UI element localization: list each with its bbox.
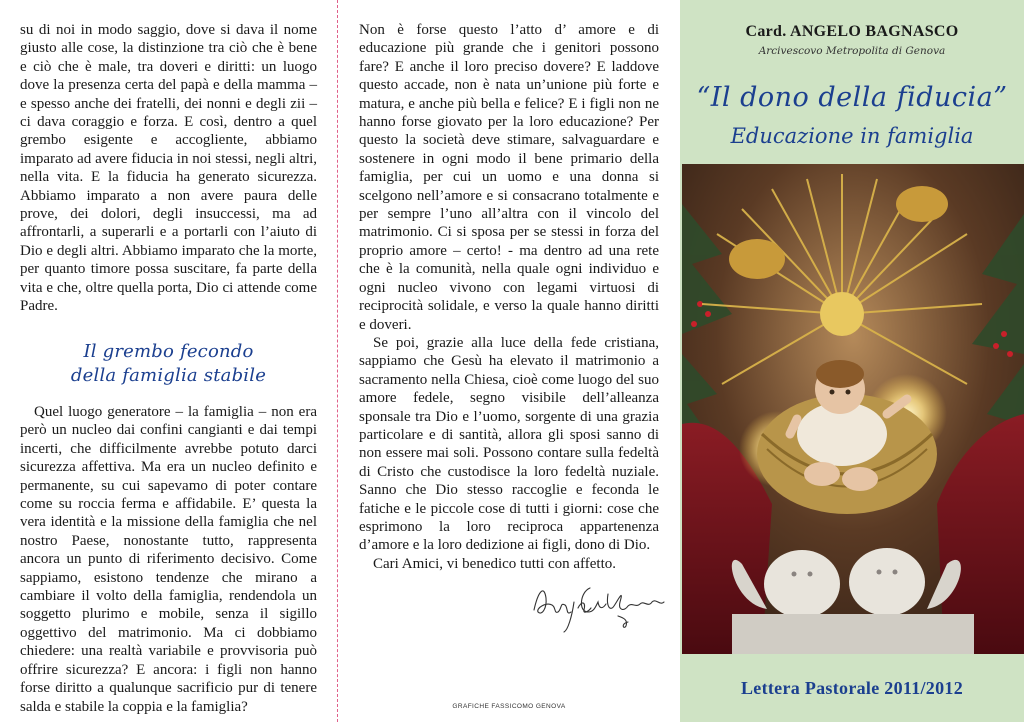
section-heading	[20, 340, 317, 388]
author-name: Card. ANGELO BAGNASCO	[745, 23, 959, 40]
middle-text	[359, 21, 659, 573]
panel-left	[0, 0, 338, 722]
middle-paragraph-2: Se poi, grazie alla luce della fede cristiana, sappiamo che Gesù ha elevato il matrimonio a sacramento nella Chiesa, cioè come luogo del suo amore fedele, segno visibile dell’alleanza sponsale tra Dio e l’uomo, sorgente di una grazia particolare e di santità, allora gli sposi sanno di non essere mai soli. Possono contare sulla fedeltà di Cristo che custodisce la loro fedeltà nuziale. Sanno che Dio stesso raccoglie e feconda le fatiche e le piccole cose di tutti i giorni: cose che esprimono la loro reciproca appartenenza d’amore e la loro dedizione ai figli, dono di Dio.	[359, 334, 659, 554]
handwritten-signature	[528, 572, 668, 634]
nativity-photo	[682, 164, 1024, 654]
author-role: Arcivescovo Metropolita di Genova	[758, 45, 946, 57]
middle-paragraph-1: Non è forse questo l’atto d’ amore e di educazione più grande che i genitori possono fare? E anche il loro preciso dovere? E laddove questo accade, non è nata un’unione più forte e matura, e anche più bella e felice? E i figli non ne hanno forse giovato per la loro educazione? Per questo la società deve stimare, salvaguardare e sostenere in ogni modo il bene primario della famiglia, per cui un uomo e una donna si scelgono nell’amore e si consacrano totalmente e per sempre l’uno all’altra con il vincolo del matrimonio. Ci si sposa per se stessi in forza del proprio amore – certo! - ma dentro ad una rete che è la comunità, nella quale ogni individuo e ogni nucleo vivono con legami virtuosi di reciprocità solidale, e verso la quale hanno diritti e doveri.	[359, 22, 659, 333]
left-paragraph-1: su di noi in modo saggio, dove si dava il nome giusto alle cose, la distinzione tra ciò che è bene e ciò che è male, tra doveri e diritti: un luogo dove la presenza certa del papà e della mamma – e spesso anche dei fratelli, dei nonni e degli zii – ci dava coraggio e forza. E così, dentro a quel grembo esigente e accogliente, abbiamo imparato ad avere fiducia in noi stessi, negli altri, nella vita. E la fiducia ha generato sicurezza. Abbiamo imparato a non avere paura delle prove, dei dolori, degli insuccessi, ma ad affrontarli, a superarli e a portarli con l’aiuto di Dio e degli altri. Abbiamo imparato che la morte, per quanto timore possa suscitare, fa parte della vita e che, oltre quella porta, Dio ci attende come Padre.	[20, 22, 317, 315]
panel-cover	[680, 0, 1024, 722]
cover-subtitle: Educazione in famiglia	[730, 124, 974, 148]
section-heading-line-2: della famiglia stabile	[70, 365, 267, 386]
printer-credit: GRAFICHE FASSICOMO GENOVA	[452, 703, 566, 710]
left-text-bottom	[20, 403, 317, 716]
cover-footer: Lettera Pastorale 2011/2012	[740, 678, 964, 698]
cover-title: “Il dono della fiducia”	[696, 82, 1008, 113]
left-text-top	[20, 21, 317, 316]
closing-line: Cari Amici, vi benedico tutti con affetto.	[373, 555, 616, 572]
section-heading-line-1: Il grembo fecondo	[83, 341, 254, 362]
panel-middle	[338, 0, 680, 722]
left-paragraph-2: Quel luogo generatore – la famiglia – non era però un nucleo dai confini cangianti e dai tempi incerti, che difficilmente avrebbe potuto darci sicurezza affettiva. Ma era un nucleo definito e permanente, su cui sapevamo di poter contare come su roccia ferma e affidabile. E’ questa la vera identità e la missione della famiglia che nel nostro Paese, nonostante tutto, rappresenta ancora un punto di riferimento decisivo. Come sappiamo, esistono tendenze che mirano a cambiare il volto della famiglia, rendendola un soggetto plurimo e mobile, senza il sigillo oggettivo del matrimonio. Ma ci dobbiamo chiedere: una realtà variabile e provvisoria può offrire sicurezza? E ancora: i figli non hanno forse diritto a qualunque sacrificio pur di tenere salda e stabile la coppia e la famiglia?	[20, 404, 317, 715]
